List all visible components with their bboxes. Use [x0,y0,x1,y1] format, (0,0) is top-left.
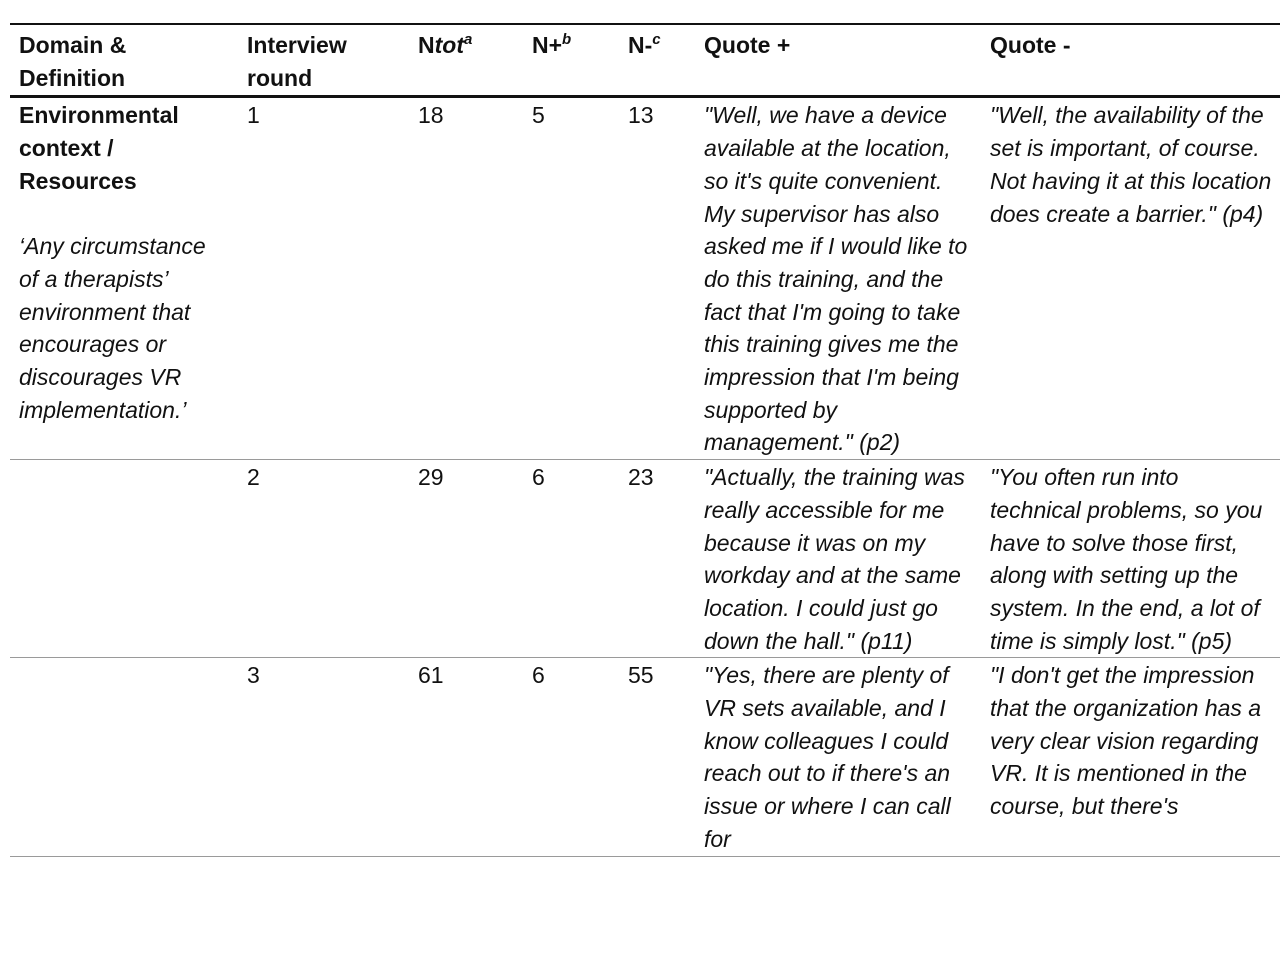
quote-negative-cell: "Well, the availability of the set is important, of course. Not having it at this location does create a barrier." (p4) [990,102,1272,227]
round-cell: 2 [247,464,260,491]
header-nneg: N-$^c$ [628,31,661,58]
domain-name: Environmental context / Resources [19,102,179,194]
header-interview-round: Interview round [247,32,347,91]
table-row [10,97,1280,460]
ntot-cell: 18 [418,102,444,129]
table-body [10,97,1280,856]
quote-negative-cell: "You often run into technical problems, so you have to solve those first, along with setting up the system. In the end, a lot of time is simply lost." (p5) [990,464,1263,654]
table-row [10,460,1280,658]
domain-cell [10,97,238,460]
table-header [10,24,1280,97]
results-table [10,23,1280,857]
header-quote-positive: Quote + [704,32,791,58]
nneg-cell: 13 [628,102,654,129]
domain-definition: ‘Any circumstance of a therapists’ environment that encourages or discourages VR implementation.’ [19,233,206,423]
ntot-cell: 29 [418,464,444,491]
header-npos: N+$^b$ [532,31,572,58]
quote-positive-cell: "Actually, the training was really accessible for me because it was on my workday and at the same location. I could just go down the hall." (p11) [704,464,965,654]
table-row [10,658,1280,856]
header-domain: Domain & Definition [19,32,127,91]
ntot-cell: 61 [418,662,444,689]
round-cell: 3 [247,662,260,689]
header-quote-negative: Quote - [990,32,1071,58]
quote-positive-cell: "Yes, there are plenty of VR sets available, and I know colleagues I could reach out to if there's an issue or where I can call for [704,662,951,852]
header-row [10,24,1280,97]
quote-negative-cell: "I don't get the impression that the organization has a very clear vision regarding VR. It is mentioned in the course, but there's [990,662,1262,820]
nneg-cell: 23 [628,464,654,491]
nneg-cell: 55 [628,662,654,689]
quote-positive-cell: "Well, we have a device available at the location, so it's quite convenient. My supervisor has also asked me if I would like to do this training, and the fact that I'm going to take this training gives me the impression that I'm being supported by management." (p2) [704,102,968,456]
npos-cell: 5 [532,102,545,129]
domain-cell-empty [10,658,238,856]
domain-cell-empty [10,460,238,658]
round-cell: 1 [247,102,260,129]
npos-cell: 6 [532,662,545,689]
header-ntot: Ntot$^a$ [418,31,473,58]
npos-cell: 6 [532,464,545,491]
